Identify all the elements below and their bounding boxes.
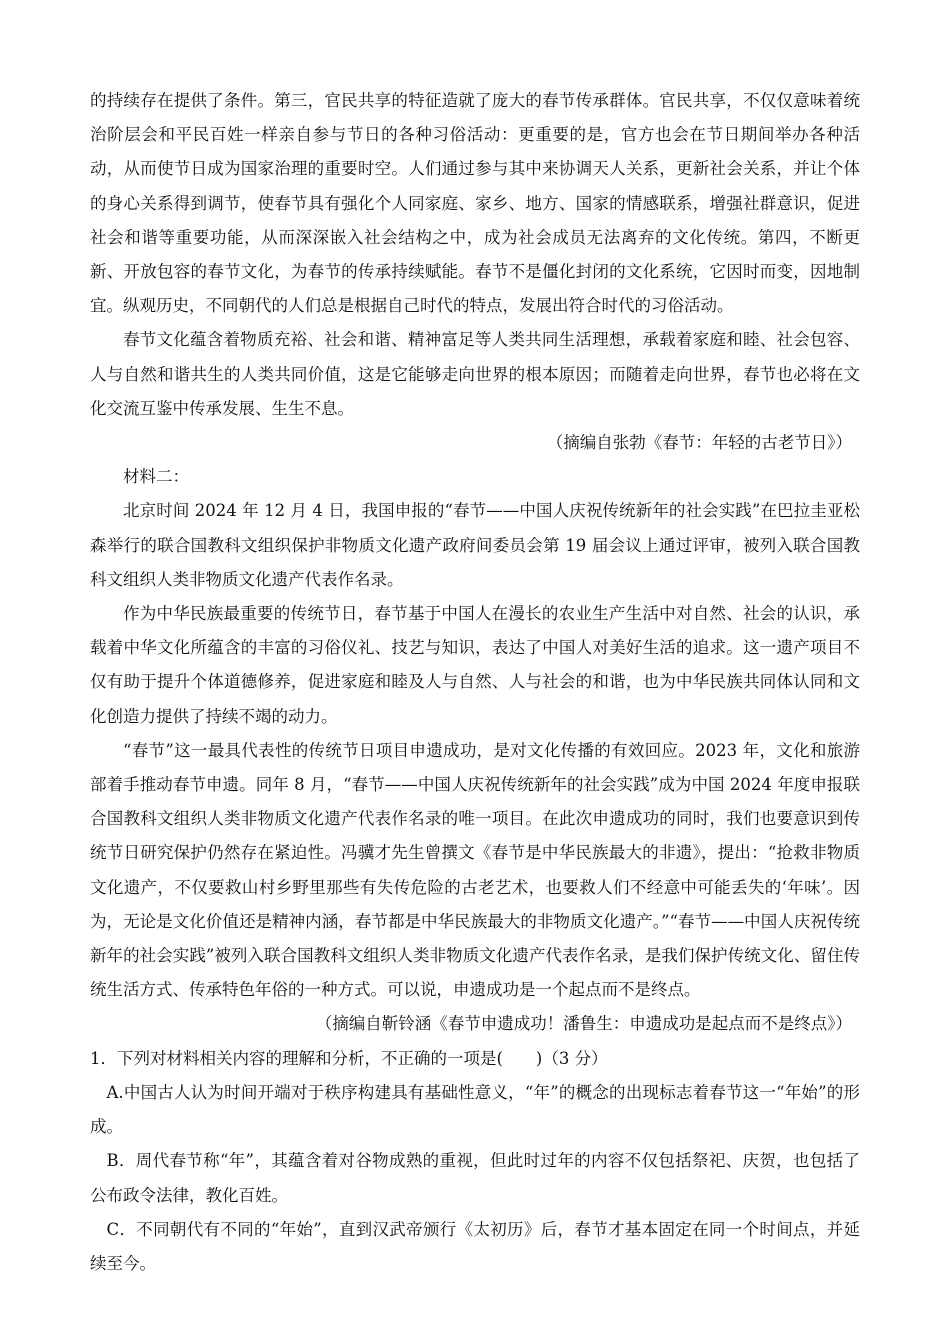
material2-paragraph-2: 作为中华民族最重要的传统节日，春节基于中国人在漫长的农业生产生活中对自然、社会的认识，承载着中华文化所蕴含的丰富的习俗仪礼、技艺与知识，表达了中国人对美好生活的追求。这一遗产项目不仅有助于提升个体道德修养，促进家庭和睦及人与自然、人与社会的和谐，也为中华民族共同体认同和文化创造力提供了持续不竭的动力。 [90, 604, 860, 726]
material2-source: （摘编自靳铃涵《春节申遗成功！潘鲁生：申遗成功是起点而不是终点》） [315, 1014, 852, 1034]
material1-source: （摘编自张勃《春节：年轻的古老节日》） [546, 433, 852, 453]
material2-label: 材料二： [123, 467, 189, 487]
material2-paragraph-1: 北京时间 2024 年 12 月 4 日，我国申报的“春节——中国人庆祝传统新年的社会实践”在巴拉圭亚松森举行的联合国教科文组织保护非物质文化遗产政府间委员会第 19 届会议上通过评审，被列入联合国教科文组织人类非物质文化遗产代表作名录。 [90, 501, 860, 589]
question1-option-c: C．不同朝代有不同的“年始”，直到汉武帝颁行《太初历》后，春节才基本固定在同一个时间点，并延续至今。 [90, 1219, 860, 1273]
question1-option-a: A.中国古人认为时间开端对于秩序构建具有基础性意义，“年”的概念的出现标志着春节这一“年始”的形成。 [90, 1082, 860, 1137]
document-page [90, 84, 860, 1281]
material1-paragraph-continued: 的持续存在提供了条件。第三，官民共享的特征造就了庞大的春节传承群体。官民共享，不仅仅意味着统治阶层会和平民百姓一样亲自参与节日的各种习俗活动：更重要的是，官方也会在节日期间举办各种活动，从而使节日成为国家治理的重要时空。人们通过参与其中来协调天人关系，更新社会关系，并让个体的身心关系得到调节，使春节具有强化个人同家庭、家乡、地方、国家的情感联系，增强社群意识，促进社会和谐等重要功能，从而深深嵌入社会结构之中，成为社会成员无法离弃的文化传统。第四，不断更新、开放包容的春节文化，为春节的传承持续赋能。春节不是僵化封闭的文化系统，它因时而变，因地制宜。纵观历史，不同朝代的人们总是根据自己时代的特点，发展出符合时代的习俗活动。 [90, 91, 860, 316]
question1-option-b: B．周代春节称“年”，其蕴含着对谷物成熟的重视，但此时过年的内容不仅包括祭祀、庆贺，也包括了公布政令法律，教化百姓。 [90, 1151, 860, 1205]
material2-paragraph-3: “春节”这一最具代表性的传统节日项目申遗成功，是对文化传播的有效回应。2023 年，文化和旅游部着手推动春节申遗。同年 8 月，“春节——中国人庆祝传统新年的社会实践”成为中国 2024 年度申报联合国教科文组织人类非物质文化遗产代表作名录的唯一项目。在此次申遗成功的同时，我们也要意识到传统节日研究保护仍然存在紧迫性。冯骥才先生曾撰文《春节是中华民族最大的非遗》，提出：“抢救非物质文化遗产，不仅要救山村乡野里那些有失传危险的古老艺术，也要救人们不经意中可能丢失的‘年味’。因为，无论是文化价值还是精神内涵，春节都是中华民族最大的非物质文化遗产。”“春节——中国人庆祝传统新年的社会实践”被列入联合国教科文组织人类非物质文化遗产代表作名录，是我们保护传统文化、留住传统生活方式、传承特色年俗的一种方式。可以说，申遗成功是一个起点而不是终点。 [90, 740, 860, 1000]
question1-stem: 1．下列对材料相关内容的理解和分析，不正确的一项是( )（3 分） [90, 1048, 608, 1068]
material1-paragraph-conclusion: 春节文化蕴含着物质充裕、社会和谐、精神富足等人类共同生活理想，承载着家庭和睦、社会包容、人与自然和谐共生的人类共同价值，这是它能够走向世界的根本原因；而随着走向世界，春节也必将在文化交流互鉴中传承发展、生生不息。 [90, 330, 860, 418]
